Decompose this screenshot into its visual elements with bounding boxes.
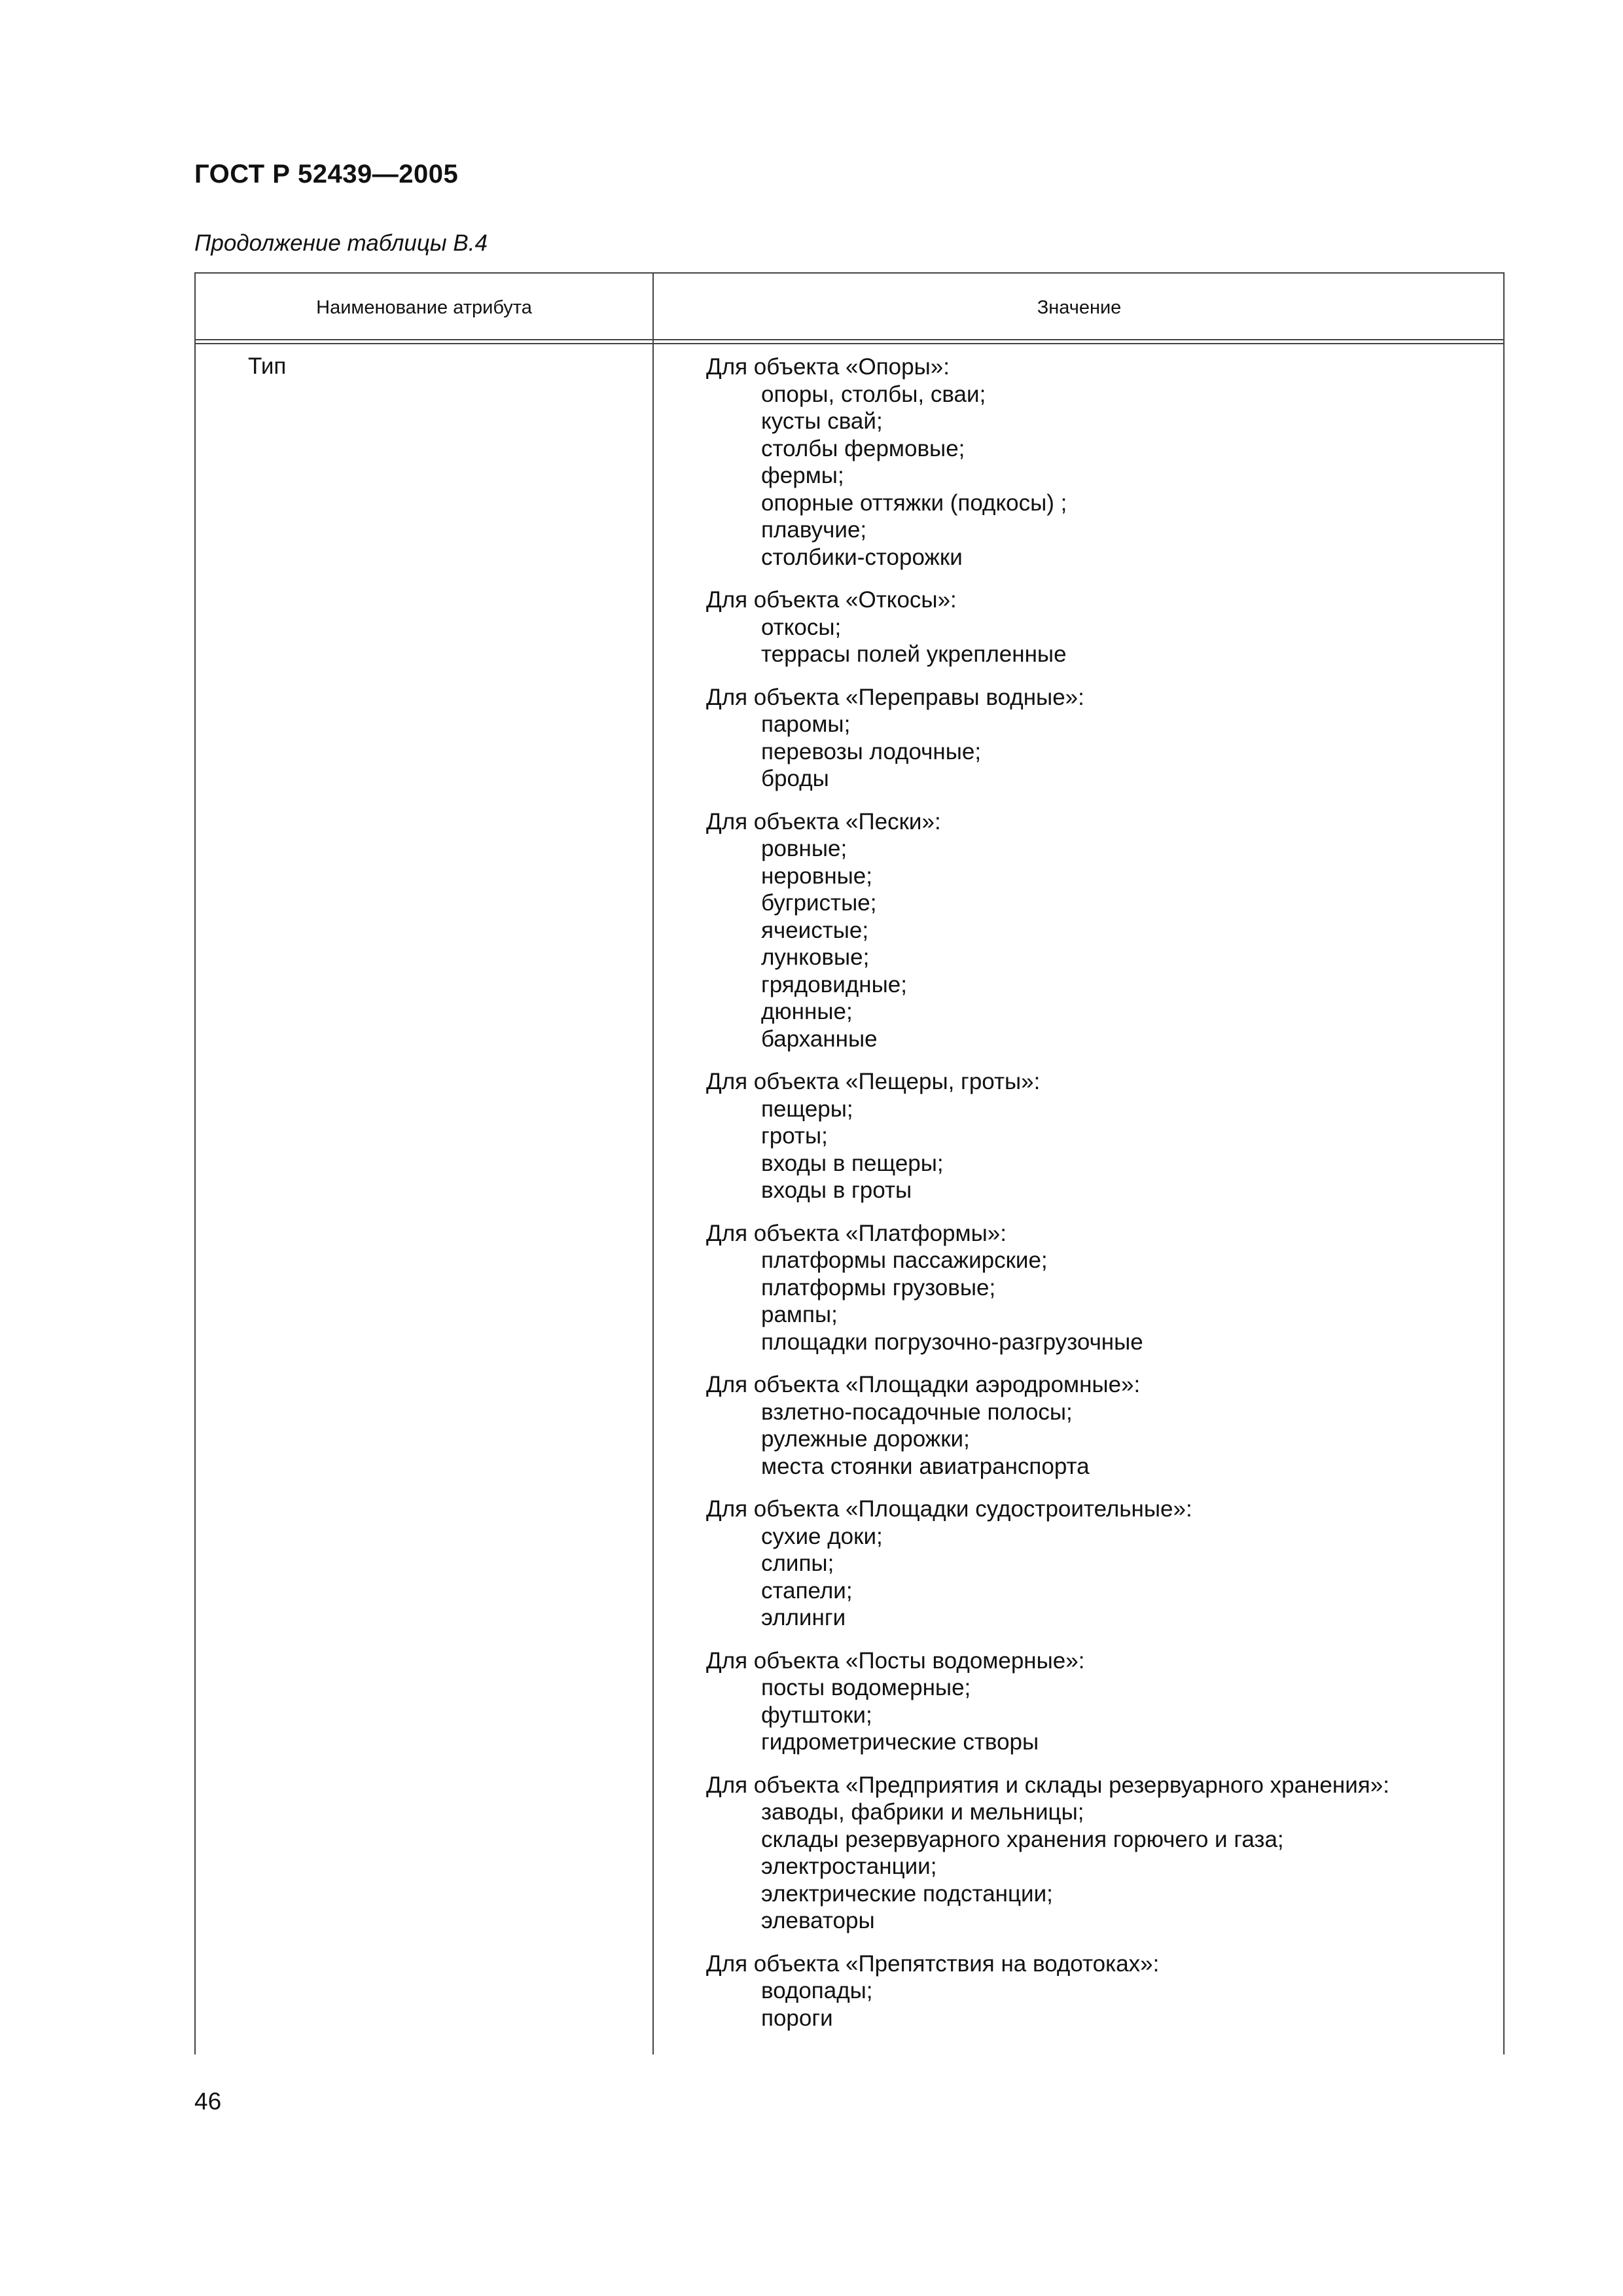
value-group-item: входы в гроты (761, 1177, 912, 1203)
table-caption: Продолжение таблицы В.4 (194, 230, 488, 256)
value-group-item: платформы пассажирские; (761, 1247, 1048, 1273)
column-divider (652, 274, 654, 2054)
header-separator-line (196, 343, 1503, 344)
value-group-item: откосы; (761, 614, 842, 640)
value-group-title: Для объекта «Откосы»: (706, 587, 957, 613)
value-group-item: эллинги (761, 1605, 846, 1630)
document-standard-header: ГОСТ Р 52439—2005 (194, 160, 459, 188)
value-group-title: Для объекта «Площадки аэродромные»: (706, 1372, 1141, 1397)
value-group-title: Для объекта «Площадки судостроительные»: (706, 1496, 1192, 1522)
attributes-table (194, 272, 1505, 2054)
value-group-item: заводы, фабрики и мельницы; (761, 1799, 1084, 1825)
value-group (706, 684, 1491, 793)
value-group (706, 1371, 1491, 1480)
value-group-title: Для объекта «Препятствия на водотоках»: (706, 1950, 1160, 1977)
value-group-item: площадки погрузочно-разгрузочные (761, 1329, 1143, 1355)
value-group-item: водопады; (761, 1978, 873, 2003)
value-group-item: взлетно-посадочные полосы; (761, 1399, 1073, 1425)
value-group-item: кусты свай; (761, 408, 883, 434)
value-group-item: паромы; (761, 711, 851, 737)
value-group-item: гроты; (761, 1123, 828, 1149)
value-group (706, 808, 1491, 1053)
value-group-item: гидрометрические створы (761, 1729, 1039, 1755)
value-group-title: Для объекта «Платформы»: (706, 1220, 1007, 1246)
value-group-item: столбики-сторожки (761, 544, 963, 570)
value-group-item: пещеры; (761, 1096, 853, 1122)
value-group-item: лунковые; (761, 944, 870, 970)
value-group (706, 1220, 1491, 1356)
value-group (706, 586, 1491, 668)
value-group-item: броды (761, 766, 829, 791)
value-group-item: бугристые; (761, 890, 877, 916)
value-group-item: ячеистые; (761, 917, 869, 943)
value-group-title: Для объекта «Переправы водные»: (706, 684, 1084, 710)
value-group-item: элеваторы (761, 1908, 875, 1933)
value-group (706, 1647, 1491, 1756)
value-group-item: электрические подстанции; (761, 1880, 1053, 1907)
value-group (706, 1950, 1491, 2032)
attribute-name-cell: Тип (248, 353, 287, 379)
value-group-item: рулежные дорожки; (761, 1426, 970, 1452)
value-group-item: сухие доки; (761, 1523, 883, 1549)
value-group-item: ровные; (761, 836, 847, 861)
value-group (706, 1496, 1491, 1632)
value-group-item: опоры, столбы, сваи; (761, 381, 986, 407)
value-group-item: рампы; (761, 1302, 838, 1327)
value-group-title: Для объекта «Предприятия и склады резервуарного хранения»: (706, 1772, 1389, 1798)
value-group-item: террасы полей укрепленные (761, 641, 1067, 667)
value-group-item: грядовидные; (761, 971, 907, 997)
value-group-item: платформы грузовые; (761, 1274, 996, 1300)
value-group-item: пороги (761, 2005, 833, 2031)
value-group-item: барханные (761, 1026, 878, 1052)
value-group-item: посты водомерные; (761, 1675, 971, 1700)
value-group-item: футштоки; (761, 1702, 872, 1728)
value-group-item: склады резервуарного хранения горючего и газа; (761, 1826, 1284, 1852)
value-group-item: столбы фермовые; (761, 435, 965, 461)
value-group-title: Для объекта «Опоры»: (706, 354, 950, 380)
value-group-item: слипы; (761, 1551, 834, 1576)
value-group-item: входы в пещеры; (761, 1150, 944, 1176)
value-group-item: дюнные; (761, 999, 853, 1024)
value-group-title: Для объекта «Пещеры, гроты»: (706, 1069, 1041, 1094)
value-group-item: места стоянки авиатранспорта (761, 1453, 1090, 1479)
header-value: Значение (1037, 297, 1122, 318)
value-group-item: электростанции; (761, 1854, 937, 1879)
page-number: 46 (194, 2088, 222, 2115)
value-group-item: плавучие; (761, 517, 867, 543)
value-cell (706, 353, 1491, 2047)
value-group-item: стапели; (761, 1577, 853, 1604)
value-group-item: неровные; (761, 863, 872, 889)
value-group (706, 1772, 1491, 1935)
value-group (706, 1068, 1491, 1204)
header-separator-line (196, 339, 1503, 340)
value-group-title: Для объекта «Посты водомерные»: (706, 1647, 1085, 1674)
value-group-item: фермы; (761, 463, 844, 488)
value-group-item: опорные оттяжки (подкосы) ; (761, 490, 1067, 516)
table-header-row (196, 274, 1503, 339)
value-group-item: перевозы лодочные; (761, 738, 982, 764)
value-group (706, 353, 1491, 571)
value-group-title: Для объекта «Пески»: (706, 808, 941, 834)
header-attribute-name: Наименование атрибута (316, 297, 532, 318)
